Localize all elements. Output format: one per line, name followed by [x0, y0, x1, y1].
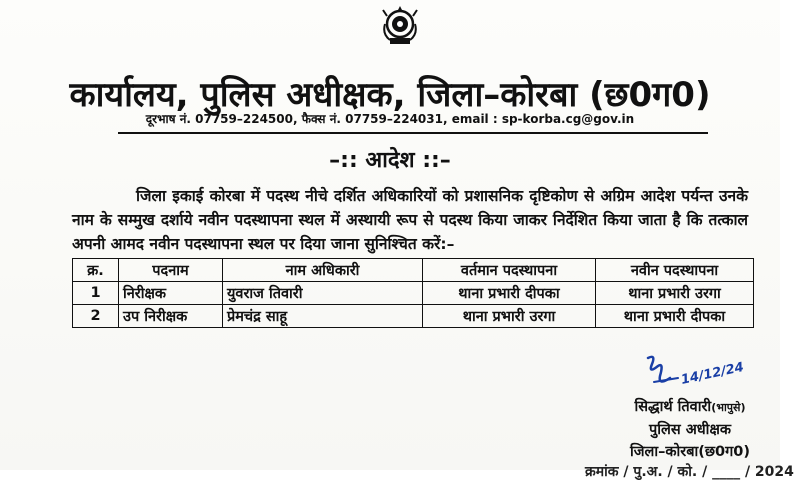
cell-designation: निरीक्षक [119, 282, 223, 305]
cell-serial: 2 [73, 305, 119, 328]
police-emblem-icon [379, 2, 421, 52]
transfer-table [72, 258, 754, 328]
cell-new-posting: थाना प्रभारी उरगा [596, 282, 754, 305]
handwritten-signature [618, 352, 768, 396]
cutoff-reference-line: क्रमांक / पु.अ. / को. / ____ / 2024 [585, 464, 794, 480]
signatory-designation: पुलिस अधीक्षक [649, 422, 731, 438]
order-body-text: जिला इकाई कोरबा में पदस्थ नीचे दर्शित अधिकारियों को प्रशासनिक दृष्टिकोण से अग्रिम आदेश पर्यन्त उनके नाम के सम्मुख दर्शाये नवीन पदस्थापना स्थल में अस्थायी रूप से पदस्थ किया जाकर निर्देशित किया जाता है कि तत्काल अपनी आमद नवीन पदस्थापना स्थल पर दिया जाना सुनिश्चित करें:– [72, 187, 748, 253]
signatory-name-text: सिद्धार्थ तिवारी [634, 399, 712, 415]
table-row [73, 305, 754, 328]
cell-current-posting: थाना प्रभारी उरगा [423, 305, 596, 328]
signatory-service-suffix: (भापुसे) [711, 401, 746, 414]
cell-current-posting: थाना प्रभारी दीपका [423, 282, 596, 305]
svg-text:14/12/24: 14/12/24 [679, 359, 746, 388]
table-row [73, 282, 754, 305]
header-divider [118, 132, 708, 134]
signatory-name [600, 396, 780, 419]
col-header-new-posting: नवीन पदस्थापना [596, 259, 754, 282]
col-header-serial: क्र. [73, 259, 119, 282]
col-header-officer-name: नाम अधिकारी [223, 259, 423, 282]
table-header-row [73, 259, 754, 282]
cell-officer-name: प्रेमचंद्र साहू [223, 305, 423, 328]
order-heading: –:: आदेश ::– [329, 148, 451, 173]
cell-serial: 1 [73, 282, 119, 305]
order-body [72, 184, 748, 256]
contact-line: दूरभाष नं. 07759–224500, फैक्स नं. 07759–224031, email : sp-korba.cg@gov.in [145, 112, 635, 126]
signature-block [600, 396, 780, 463]
cell-designation: उप निरीक्षक [119, 305, 223, 328]
signatory-district: जिला–कोरबा(छ0ग0) [630, 444, 750, 460]
col-header-designation: पदनाम [119, 259, 223, 282]
cell-new-posting: थाना प्रभारी दीपका [596, 305, 754, 328]
col-header-current-posting: वर्तमान पदस्थापना [423, 259, 596, 282]
office-title: कार्यालय, पुलिस अधीक्षक, जिला–कोरबा (छ0ग0) [69, 75, 711, 115]
cell-officer-name: युवराज तिवारी [223, 282, 423, 305]
